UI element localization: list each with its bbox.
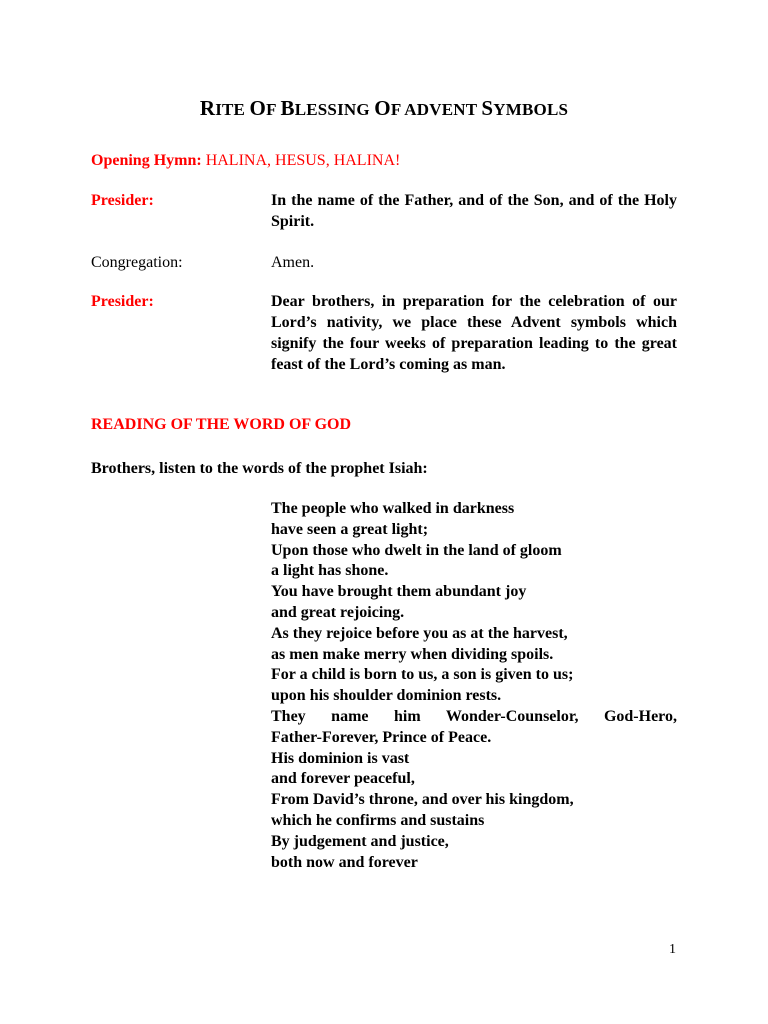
title-part-4: OF ADVENT (374, 96, 482, 120)
dialogue-text-2: Amen. (271, 254, 315, 271)
role-presider-2: Presider: (91, 293, 154, 310)
passage-line: a light has shone. (271, 562, 389, 580)
title-part-5: SYMBOLS (481, 96, 569, 120)
dialogue-text-1: In the name of the Father, and of the Son, and of the Holy Spirit. (271, 192, 677, 230)
scripture-passage (271, 499, 677, 873)
section-heading-reading: READING OF THE WORD OF GOD (91, 416, 352, 433)
reading-intro: Brothers, listen to the words of the prophet Isiah: (91, 460, 428, 477)
title-part-2: OF (249, 96, 281, 120)
title-part-1: RITE (199, 96, 250, 120)
passage-line: His dominion is vast (271, 749, 410, 767)
passage-line: upon his shoulder dominion rests. (271, 687, 502, 705)
opening-hymn (91, 150, 400, 171)
passage-line: have seen a great light; (271, 520, 429, 538)
passage-line: You have brought them abundant joy (271, 583, 527, 601)
passage-line: and forever peaceful, (271, 770, 415, 788)
title-part-3: BLESSING (280, 96, 375, 120)
passage-line: as men make merry when dividing spoils. (271, 645, 554, 663)
passage-line: For a child is born to us, a son is given to us; (271, 666, 574, 684)
passage-line: They name him Wonder-Counselor, God-Hero, (271, 707, 677, 725)
page-number: 1 (669, 942, 676, 957)
passage-line: Father-Forever, Prince of Peace. (271, 728, 492, 746)
opening-hymn-value: HALINA, HESUS, HALINA! (205, 152, 401, 169)
passage-line: which he confirms and sustains (271, 811, 485, 829)
passage-line: Upon those who dwelt in the land of gloom (271, 541, 562, 559)
role-congregation: Congregation: (91, 254, 183, 271)
opening-hymn-label: Opening Hymn: (91, 152, 202, 169)
passage-line: From David’s throne, and over his kingdom, (271, 791, 574, 809)
passage-line: As they rejoice before you as at the harvest, (271, 624, 568, 642)
document-title (0, 96, 768, 121)
passage-line: By judgement and justice, (271, 832, 449, 850)
passage-line: The people who walked in darkness (271, 500, 515, 517)
passage-line: and great rejoicing. (271, 603, 405, 621)
dialogue-text-3: Dear brothers, in preparation for the celebration of our Lord’s nativity, we place these Advent symbols which signify the four weeks of preparation leading to the great feast of the Lord’s coming as man. (271, 293, 677, 373)
passage-line: both now and forever (271, 853, 418, 871)
role-presider-1: Presider: (91, 192, 154, 209)
